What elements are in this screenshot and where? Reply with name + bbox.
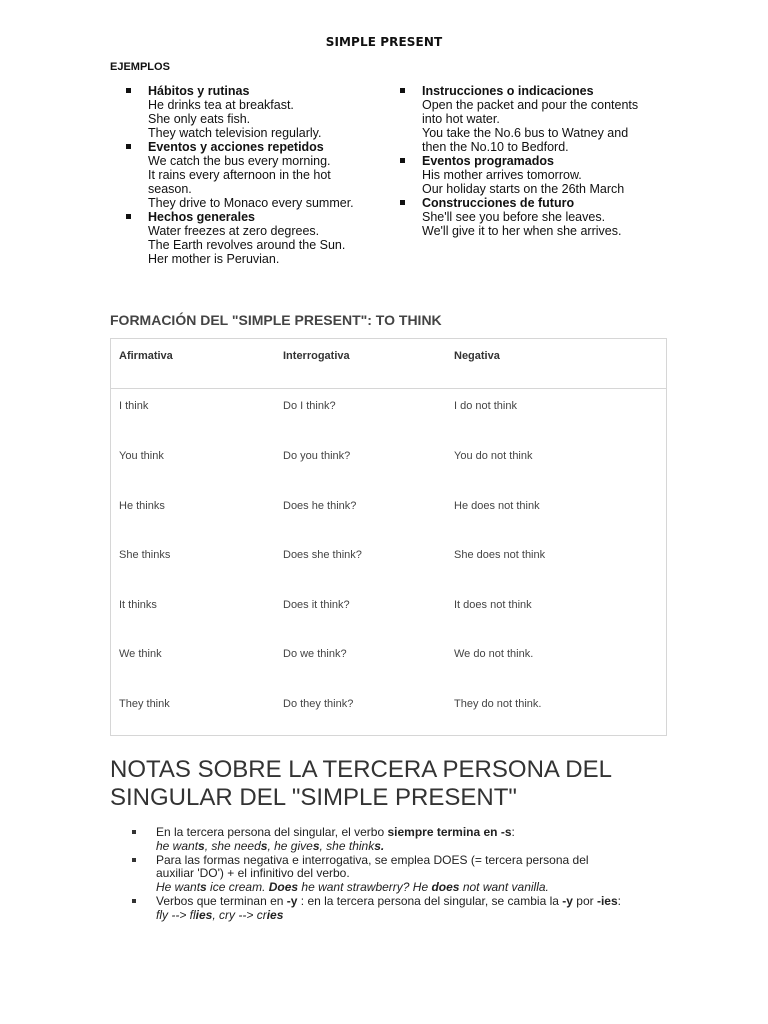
square-bullet-icon [126, 144, 131, 149]
page-title: SIMPLE PRESENT [325, 35, 443, 49]
example-line: He drinks tea at breakfast. [148, 98, 294, 112]
notes-heading-line: NOTAS SOBRE LA TERCERA PERSONA DEL [110, 756, 612, 783]
note-text: En la tercera persona del singular, el verbo [156, 825, 388, 839]
table-cell: I do not think [454, 400, 517, 412]
table-cell: They do not think. [454, 698, 542, 710]
examples-left-column [126, 84, 386, 266]
example-line: then the No.10 to Bedford. [422, 140, 569, 154]
table-cell: You think [119, 450, 164, 462]
example-line: Her mother is Peruvian. [148, 252, 280, 266]
table-cell: Does it think? [283, 599, 350, 611]
notes-heading-line: SINGULAR DEL "SIMPLE PRESENT" [110, 784, 517, 811]
category-instructions [400, 84, 670, 154]
table-cell: Do I think? [283, 400, 336, 412]
examples-right-column [400, 84, 670, 238]
category-title: Eventos y acciones repetidos [148, 140, 324, 154]
table-header-row [111, 339, 666, 389]
square-bullet-icon [400, 88, 405, 93]
table-cell: She thinks [119, 549, 171, 561]
note-item: Verbos que terminan en -y : en la tercera persona del singular, se cambia la -y por -ies: fly --> flies, cry --> cries [132, 895, 672, 923]
table-header-cell: Interrogativa [283, 350, 350, 362]
example-line: We'll give it to her when she arrives. [422, 224, 622, 238]
category-future-constructions [400, 196, 670, 238]
example-line: The Earth revolves around the Sun. [148, 238, 346, 252]
example-line: They watch television regularly. [148, 126, 322, 140]
category-repeated-events [126, 140, 386, 210]
notes-list [132, 826, 672, 923]
category-title: Construcciones de futuro [422, 196, 575, 210]
table-cell: Do they think? [283, 698, 354, 710]
formation-heading: FORMACIÓN DEL "SIMPLE PRESENT": TO THINK [110, 312, 442, 328]
table-cell: Does she think? [283, 549, 362, 561]
examples-heading: EJEMPLOS [110, 61, 170, 73]
example-line: They drive to Monaco every summer. [148, 196, 354, 210]
square-bullet-icon [132, 830, 136, 834]
category-general-facts [126, 210, 386, 266]
note-example: He wants ice cream. Does he want strawberry? He does not want vanilla. [156, 880, 549, 895]
table-cell: You do not think [454, 450, 533, 462]
table-cell: He thinks [119, 500, 165, 512]
category-title: Instrucciones o indicaciones [422, 84, 594, 98]
note-example: he wants, she needs, he gives, she thinks. [156, 838, 385, 853]
example-line: Open the packet and pour the contents [422, 98, 639, 112]
square-bullet-icon [400, 158, 405, 163]
category-habits [126, 84, 386, 140]
conjugation-table [110, 338, 667, 736]
table-cell: Does he think? [283, 500, 357, 512]
square-bullet-icon [126, 214, 131, 219]
category-title: Eventos programados [422, 154, 554, 168]
note-example: fly --> flies, cry --> cries [156, 907, 284, 922]
note-item [132, 826, 672, 854]
note-text: : [511, 825, 515, 839]
example-line: Water freezes at zero degrees. [148, 224, 320, 238]
table-cell: She does not think [454, 549, 546, 561]
table-cell: It thinks [119, 599, 157, 611]
example-line: into hot water. [422, 112, 500, 126]
example-line: We catch the bus every morning. [148, 154, 331, 168]
example-line: She'll see you before she leaves. [422, 210, 606, 224]
square-bullet-icon [126, 88, 131, 93]
example-line: It rains every afternoon in the hot [148, 168, 331, 182]
table-cell: He does not think [454, 500, 540, 512]
note-item [132, 854, 672, 895]
table-cell: We think [119, 648, 162, 660]
square-bullet-icon [400, 200, 405, 205]
example-line: Our holiday starts on the 26th March [422, 182, 625, 196]
square-bullet-icon [132, 899, 136, 903]
example-line: She only eats fish. [148, 112, 251, 126]
table-cell: Do we think? [283, 648, 347, 660]
square-bullet-icon [132, 858, 136, 862]
category-title: Hechos generales [148, 210, 255, 224]
example-line: season. [148, 182, 192, 196]
note-text: auxiliar 'DO') + el infinitivo del verbo. [156, 866, 350, 881]
table-header-cell: Afirmativa [119, 350, 173, 362]
note-bold: siempre termina en -s [387, 825, 512, 839]
table-cell: I think [119, 400, 149, 412]
table-cell: Do you think? [283, 450, 351, 462]
category-title: Hábitos y rutinas [148, 84, 250, 98]
example-line: You take the No.6 bus to Watney and [422, 126, 629, 140]
note-text: Para las formas negativa e interrogativa, se emplea DOES (= tercera persona del [156, 852, 589, 867]
table-cell: We do not think. [454, 648, 534, 660]
table-cell: It does not think [454, 599, 532, 611]
note-text: Verbos que terminan en [156, 893, 287, 908]
example-line: His mother arrives tomorrow. [422, 168, 582, 182]
table-header-cell: Negativa [454, 350, 500, 362]
notes-heading [110, 756, 710, 812]
table-cell: They think [119, 698, 170, 710]
category-scheduled-events [400, 154, 670, 196]
